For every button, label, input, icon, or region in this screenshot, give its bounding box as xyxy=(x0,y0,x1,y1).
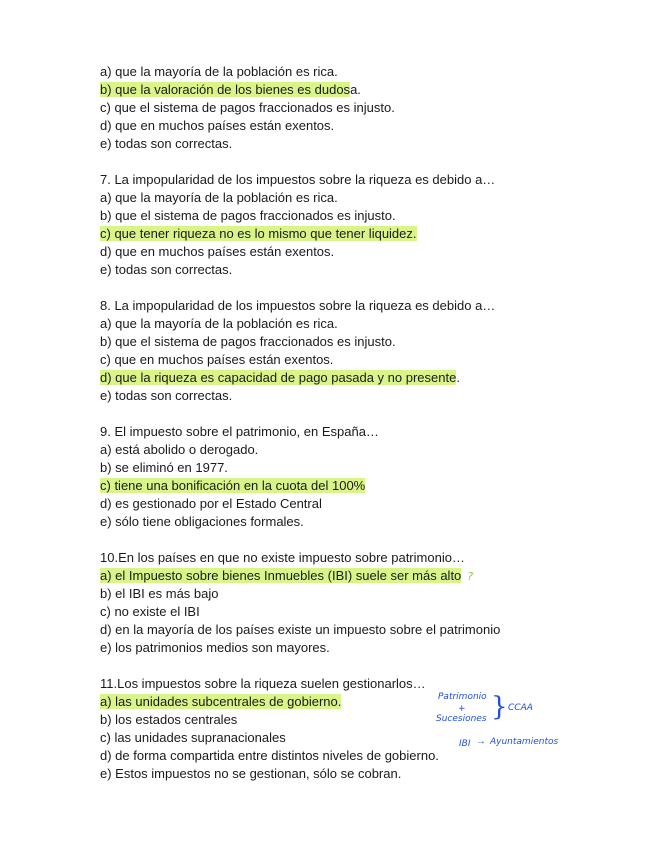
exam-page xyxy=(100,63,600,783)
option-d-answer xyxy=(100,369,600,387)
highlight-answer: b) que la valoración de los bienes es dudos xyxy=(100,82,351,97)
question-9-title: 9. El impuesto sobre el patrimonio, en España… xyxy=(100,424,379,439)
question-8-title: 8. La impopularidad de los impuestos sobre la riqueza es debido a… xyxy=(100,298,496,313)
option-a: a) que la mayoría de la población es rica. xyxy=(100,316,338,331)
option-b-tail: a. xyxy=(350,82,361,97)
handwritten-ccaa: CCAA xyxy=(508,703,533,713)
option-b: b) el IBI es más bajo xyxy=(100,586,219,601)
option-e: e) Estos impuestos no se gestionan, sólo se cobran. xyxy=(100,766,402,781)
option-c: c) las unidades supranacionales xyxy=(100,730,286,745)
highlight-answer: c) que tener riqueza no es lo mismo que tener liquidez. xyxy=(100,226,417,241)
option-d: d) de forma compartida entre distintos niveles de gobierno. xyxy=(100,748,439,763)
option-c: c) no existe el IBI xyxy=(100,604,200,619)
arrow-right-icon: → xyxy=(476,736,486,747)
option-a: a) está abolido o derogado. xyxy=(100,442,259,457)
option-e: e) todas son correctas. xyxy=(100,136,233,151)
question-10-title: 10.En los países en que no existe impuesto sobre patrimonio… xyxy=(100,550,465,565)
option-c-answer xyxy=(100,225,600,243)
handwritten-sucesiones: Sucesiones xyxy=(436,714,487,724)
option-b: b) que el sistema de pagos fraccionados es injusto. xyxy=(100,208,396,223)
option-e: e) todas son correctas. xyxy=(100,262,233,277)
option-c: c) que en muchos países están exentos. xyxy=(100,352,334,367)
handwritten-plus: + xyxy=(458,704,466,714)
option-b-answer xyxy=(100,81,600,99)
option-d-tail: . xyxy=(456,370,460,385)
brace-icon: } xyxy=(491,692,508,722)
highlight-answer: a) las unidades subcentrales de gobierno. xyxy=(100,694,342,709)
option-d: d) que en muchos países están exentos. xyxy=(100,244,335,259)
question-7-title: 7. La impopularidad de los impuestos sobre la riqueza es debido a… xyxy=(100,172,496,187)
handwritten-question-mark: ? xyxy=(467,570,474,583)
option-c-answer xyxy=(100,477,600,495)
handwritten-patrimonio: Patrimonio xyxy=(438,692,487,702)
highlight-answer: d) que la riqueza es capacidad de pago pasada y no presente xyxy=(100,370,457,385)
option-d: d) que en muchos países están exentos. xyxy=(100,118,335,133)
option-a-answer xyxy=(100,567,600,585)
option-b: b) los estados centrales xyxy=(100,712,238,727)
option-e: e) todas son correctas. xyxy=(100,388,233,403)
question-11-title: 11.Los impuestos sobre la riqueza suelen gestionarlos… xyxy=(100,676,426,691)
highlight-answer: a) el Impuesto sobre bienes Inmuebles (IBI) suele ser más alto xyxy=(100,568,462,583)
option-e: e) los patrimonios medios son mayores. xyxy=(100,640,330,655)
option-d: d) es gestionado por el Estado Central xyxy=(100,496,322,511)
handwritten-ayuntamientos: Ayuntamientos xyxy=(490,737,559,747)
option-a: a) que la mayoría de la población es rica. xyxy=(100,190,338,205)
option-b: b) se eliminó en 1977. xyxy=(100,460,228,475)
highlight-answer: c) tiene una bonificación en la cuota del 100% xyxy=(100,478,366,493)
option-e: e) sólo tiene obligaciones formales. xyxy=(100,514,304,529)
option-b: b) que el sistema de pagos fraccionados es injusto. xyxy=(100,334,396,349)
option-d: d) en la mayoría de los países existe un impuesto sobre el patrimonio xyxy=(100,622,501,637)
option-a: a) que la mayoría de la población es rica. xyxy=(100,64,338,79)
handwritten-ibi: IBI xyxy=(459,739,471,749)
option-c: c) que el sistema de pagos fraccionados es injusto. xyxy=(100,100,395,115)
